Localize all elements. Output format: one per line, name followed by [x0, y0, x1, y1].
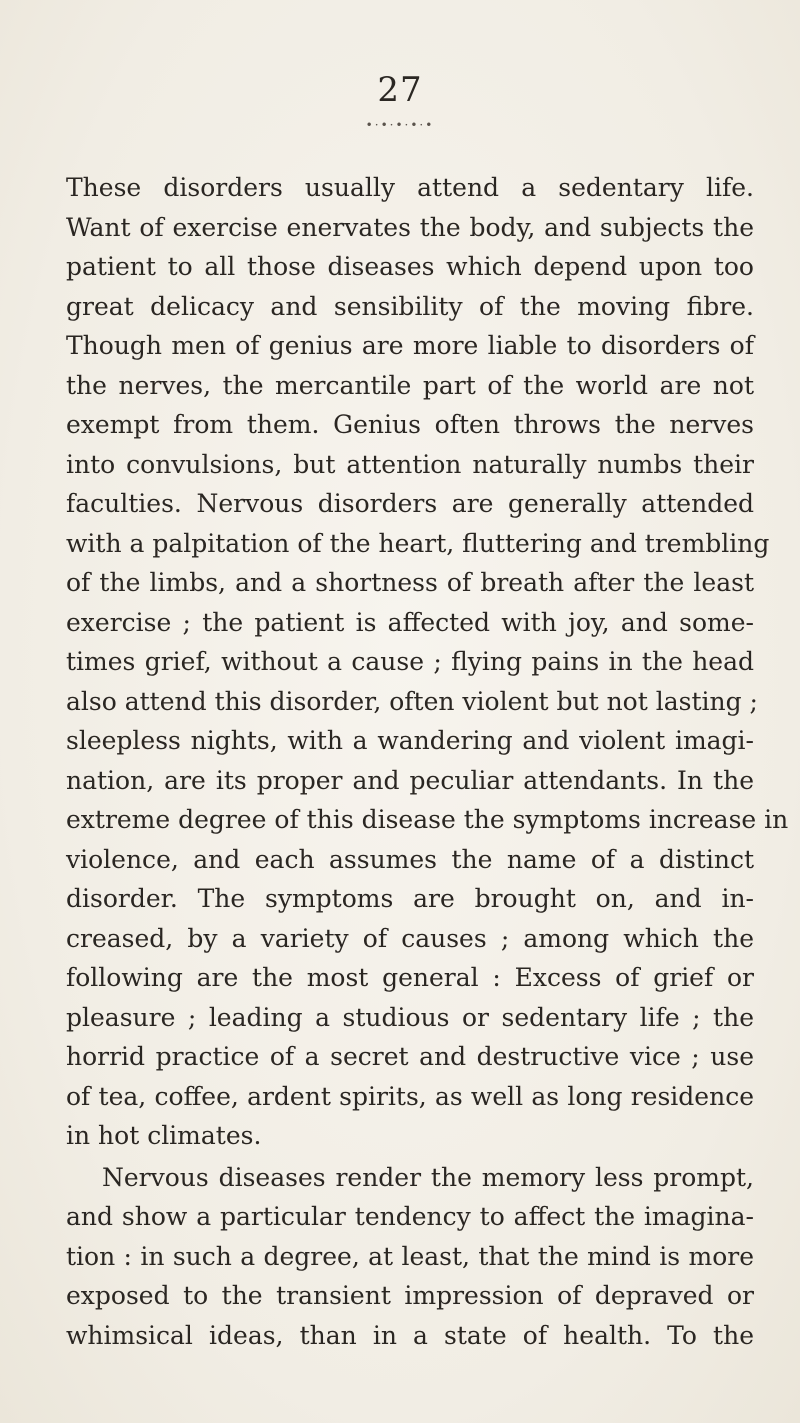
text-line: exercise ; the patient is affected with joy, and some-	[66, 607, 754, 637]
text-line: faculties. Nervous disorders are generally attended	[66, 489, 754, 518]
text-line: with a palpitation of the heart, fluttering and trembling	[66, 528, 770, 558]
text-line: These disorders usually attend a sedentary life.	[66, 173, 754, 202]
text-line: Though men of genius are more liable to disorders of	[66, 331, 754, 360]
text-line: and show a particular tendency to affect the imagina-	[66, 1202, 754, 1231]
text-line: extreme degree of this disease the symptoms increase in	[66, 805, 789, 834]
text-line: in hot climates.	[66, 1121, 262, 1150]
text-line: also attend this disorder, often violent but not lasting ;	[66, 686, 758, 716]
text-line: violence, and each assumes the name of a distinct	[66, 844, 754, 874]
text-line: horrid practice of a secret and destructive vice ; use	[66, 1042, 754, 1071]
text-line: Want of exercise enervates the body, and subjects the	[66, 212, 754, 242]
text-line: creased, by a variety of causes ; among which the	[66, 923, 754, 953]
text-line: patient to all those diseases which depend upon too	[66, 252, 754, 281]
text-line: exempt from them. Genius often throws the nerves	[66, 410, 754, 439]
page-number: 27	[377, 70, 423, 110]
text-line: whimsical ideas, than in a state of health. To the	[66, 1320, 754, 1350]
text-line: tion : in such a degree, at least, that the mind is more	[66, 1241, 754, 1271]
text-line: into convulsions, but attention naturally numbs their	[66, 449, 754, 479]
text-line: Nervous diseases render the memory less prompt,	[102, 1162, 754, 1192]
text-line: of tea, coffee, ardent spirits, as well as long residence	[66, 1081, 754, 1111]
text-line: times grief, without a cause ; flying pains in the head	[66, 647, 754, 676]
text-line: exposed to the transient impression of depraved or	[66, 1281, 754, 1310]
text-line: the nerves, the mercantile part of the world are not	[66, 370, 754, 400]
header-ornament: •·•·•·•·•	[365, 118, 435, 132]
body-text	[66, 168, 789, 1355]
text-line: great delicacy and sensibility of the moving fibre.	[66, 291, 754, 321]
text-line: nation, are its proper and peculiar attendants. In the	[66, 765, 754, 795]
text-line: disorder. The symptoms are brought on, and in-	[66, 884, 754, 913]
text-line: pleasure ; leading a studious or sedentary life ; the	[66, 1002, 754, 1032]
text-line: following are the most general : Excess of grief or	[66, 963, 754, 992]
text-line: of the limbs, and a shortness of breath after the least	[66, 568, 754, 597]
text-line: sleepless nights, with a wandering and violent imagi-	[66, 726, 754, 755]
